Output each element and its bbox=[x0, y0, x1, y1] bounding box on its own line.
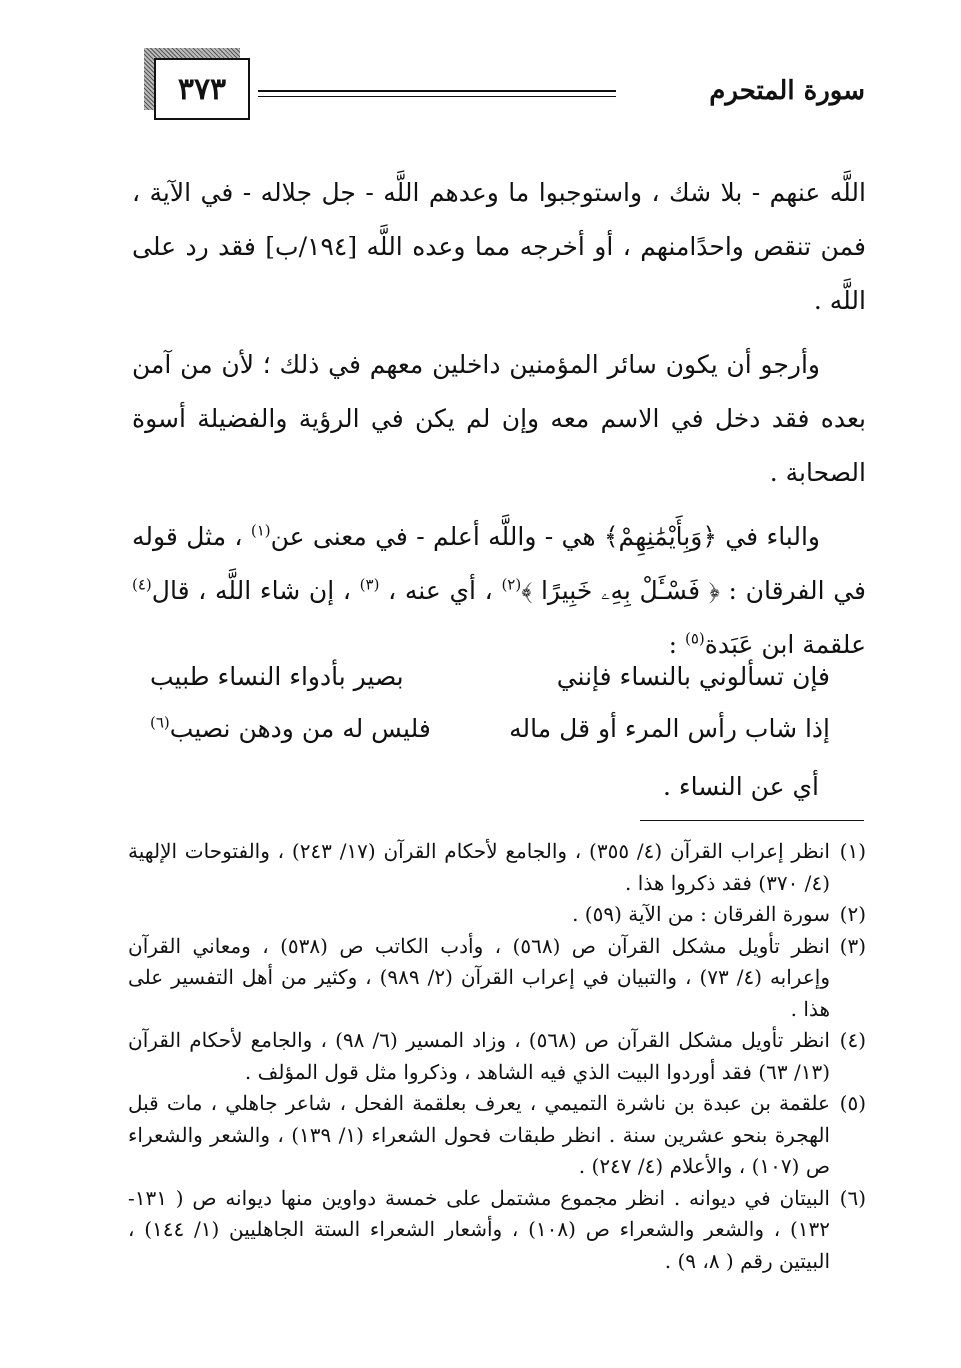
footnote-text: انظر تأويل مشكل القرآن ص (٥٦٨) ، وزاد المسير (٦/ ٩٨) ، والجامع لأحكام القرآن (١٣/ ٦٣) فقد أوردوا البيت الذي فيه الشاهد ، وذكروا مثل قول المؤلف . bbox=[128, 1028, 830, 1084]
main-text bbox=[132, 166, 866, 682]
page-number: ٣٧٣ bbox=[154, 58, 250, 120]
footnote-6 bbox=[128, 1183, 866, 1278]
footnote-number: (٥) bbox=[839, 1091, 866, 1115]
paragraph-3-part-a: والباء في ﴿وَبِأَيْمَٰنِهِمْ﴾ هي - واللَّه أعلم - في معنى عن bbox=[270, 522, 820, 551]
footnote-ref-5[interactable]: (٥) bbox=[685, 629, 705, 648]
chapter-title: سورة المتحرم bbox=[709, 76, 865, 106]
footnote-number: (٢) bbox=[839, 902, 866, 926]
verse-2-first-hemistich: إذا شاب رأس المرء أو قل ماله bbox=[509, 714, 830, 743]
footnote-ref-3[interactable]: (٣) bbox=[359, 575, 380, 594]
paragraph-3-part-d: ، إن شاء اللَّه ، قال bbox=[151, 576, 360, 605]
footnote-text: انظر تأويل مشكل القرآن ص (٥٦٨) ، وأدب الكاتب ص (٥٣٨) ، ومعاني القرآن وإعرابه (٤/ ٧٣) ، والتبيان في إعراب القرآن (٢/ ٩٨٩) ، وكثير من أهل التفسير على هذا . bbox=[128, 933, 830, 1021]
paragraph-3-part-f: : bbox=[668, 630, 685, 659]
paragraph-3-part-c: ، أي عنه ، bbox=[379, 576, 502, 605]
footnote-text: البيتان في ديوانه . انظر مجموع مشتمل على خمسة دواوين منها ديوانه ص ( ١٣١- ١٣٢) ، والشعر والشعراء ص (١٠٨) ، وأشعار الشعراء الستة الجاهليين (١/ ١٤٤) ، البيتين رقم ( ٨، ٩) . bbox=[128, 1185, 830, 1273]
verse-line-1 bbox=[150, 662, 830, 691]
header-rule bbox=[258, 90, 616, 92]
verse-2-second-hemistich: فليس له من ودهن نصيب bbox=[169, 714, 431, 743]
footnote-2 bbox=[128, 899, 866, 931]
footnotes bbox=[128, 836, 866, 1277]
footnote-text: سورة الفرقان : من الآية (٥٩) . bbox=[572, 902, 830, 926]
footnote-text: انظر إعراب القرآن (٤/ ٣٥٥) ، والجامع لأحكام القرآن (١٧/ ٢٤٣) ، والفتوحات الإلهية (٤/ ٣٧٠) فقد ذكروا هذا . bbox=[128, 839, 830, 895]
verse-line-2 bbox=[150, 714, 830, 743]
footnote-ref-4[interactable]: (٤) bbox=[132, 575, 152, 594]
header-rule-thin bbox=[258, 96, 616, 97]
footnote-number: (٤) bbox=[839, 1028, 866, 1052]
footnote-text: علقمة بن عبدة بن ناشرة التميمي ، يعرف بعلقمة الفحل ، شاعر جاهلي ، مات قبل الهجرة بنحو عشرين سنة . انظر طبقات فحول الشعراء (١/ ١٣٩) ، والشعر والشعراء ص (١٠٧) ، والأعلام (٤/ ٢٤٧) . bbox=[128, 1091, 830, 1178]
verse-1-first-hemistich: فإن تسألوني بالنساء فإنني bbox=[556, 662, 830, 691]
paragraph-3-part-e: علقمة ابن عَبَدة bbox=[704, 630, 866, 659]
verse-2-second-hemistich-wrap bbox=[150, 714, 431, 743]
footnote-ref-6[interactable]: (٦) bbox=[150, 713, 170, 732]
footnote-number: (٣) bbox=[839, 933, 866, 958]
footnote-1 bbox=[128, 836, 866, 899]
paragraph-3-part-b: ، مثل قوله في الفرقان : ﴿ فَسْـَٔلْ بِهِۦ خَبِيرًا ﴾ bbox=[132, 522, 867, 605]
footnote-ref-2[interactable]: (٢) bbox=[501, 575, 522, 594]
paragraph-2: وأرجو أن يكون سائر المؤمنين داخلين معهم في ذلك ؛ لأن من آمن بعده فقد دخل في الاسم معه وإن لم يكن في الرؤية والفضيلة أسوة الصحابة . bbox=[132, 350, 866, 487]
paragraph-3 bbox=[132, 510, 866, 672]
footnote-4 bbox=[128, 1025, 866, 1088]
footnote-separator bbox=[640, 820, 864, 821]
verse-1-second-hemistich: بصير بأدواء النساء طبيب bbox=[150, 662, 404, 691]
footnote-number: (٦) bbox=[839, 1185, 866, 1210]
footnote-number: (١) bbox=[839, 839, 866, 863]
paragraph-1: اللَّه عنهم - بلا شك ، واستوجبوا ما وعدهم اللَّه - جل جلاله - في الآية ، فمن تنقص واحدًامنهم ، أو أخرجه مما وعده اللَّه [١٩٤/ب] فقد رد على اللَّه . bbox=[132, 178, 866, 315]
footnote-ref-1[interactable]: (١) bbox=[250, 521, 271, 540]
footnote-3 bbox=[128, 931, 866, 1026]
footnote-5 bbox=[128, 1088, 866, 1183]
verse-explanation: أي عن النساء . bbox=[662, 772, 819, 801]
